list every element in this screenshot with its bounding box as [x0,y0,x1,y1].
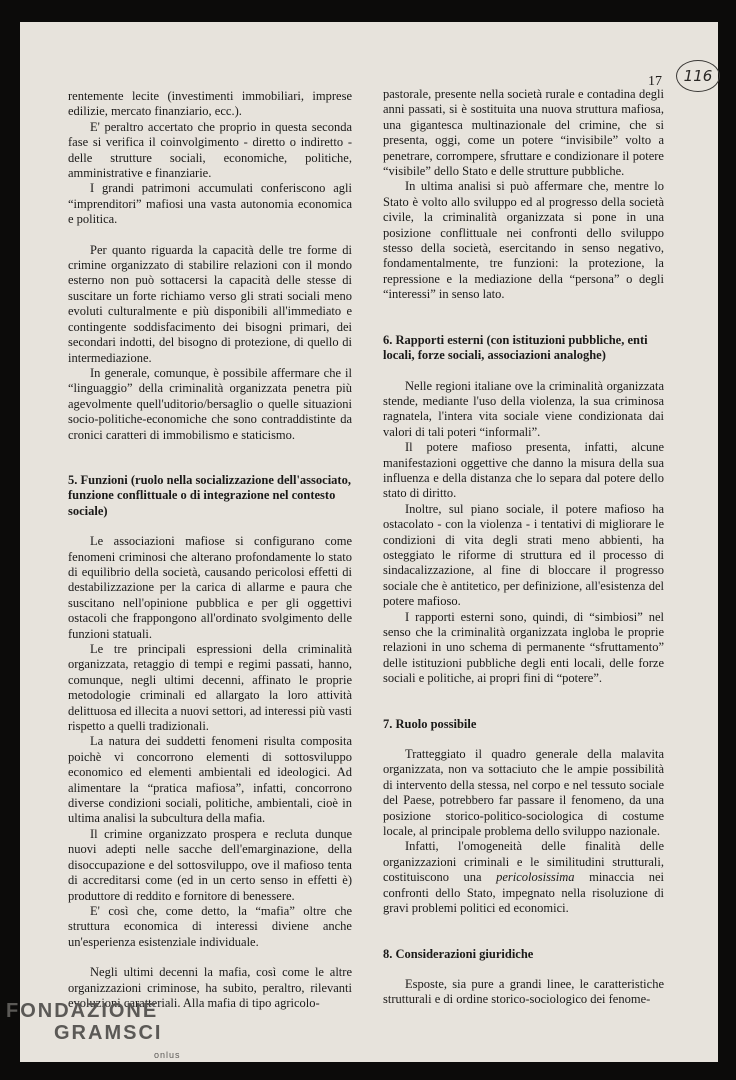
page-number: 17 [648,74,662,89]
paragraph: Tratteggiato il quadro generale della malavita organizzata, non va sottaciuto che le ampie possibilità di intervento della stessa, nel corpo e nel tessuto sociale del Paese, potrebbero far passare il fenomeno, da una posizione storico-politico-sociologica di costume locale, al principale problema dello sviluppo nazionale. [383,747,664,839]
paragraph: La natura dei suddetti fenomeni risulta composita poichè vi concorrono elementi di sottosviluppo economico ed elementi ambientali ed ideologici. Ad alimentare la “pratica mafiosa”, infatti, concorrono diverse condizioni sociali, politiche, ambientali, cioè in ultima analisi la subcultura della mafia. [68,734,352,826]
paragraph: rentemente lecite (investimenti immobiliari, imprese edilizie, mercato finanziario, ecc.). [68,89,352,119]
watermark-line-2: GRAMSCI [54,1022,163,1044]
paragraph: Le associazioni mafiose si configurano come fenomeni criminosi che alterano profondamente lo stato di equilibrio della società, causando pericolosi effetti di destabilizzazione per la carica di allarme e paura che suscitano nell'opinione pubblica e per gli oggettivi ostacoli che frappongono all'ordinato svolgimento delle funzioni statuali. [68,534,352,641]
paragraph: Il crimine organizzato prospera e recluta dunque nuovi adepti nelle sacche dell'emarginazione, della disoccupazione e del sottosviluppo, ove il mafioso tenta di accreditarsi come (ed in un certo senso in effetti è) produttore di reddito e fornitore di benessere. [68,826,352,903]
section-heading-5: 5. Funzioni (ruolo nella socializzazione dell'associato, funzione conflittuale o di integrazione nel contesto sociale) [68,472,351,518]
paragraph: Le tre principali espressioni della criminalità organizzata, retaggio di tempi e regimi passati, hanno, comunque, negli ultimi decenni, affinato le proprie metodologie criminali ed allargato la loro attività delittuosa ed illecita a nuovi settori, ad interessi più vasti rispetto a quelli tradizionali. [68,642,352,734]
text-run: Infatti, l'omogeneità delle finalità delle organizzazioni criminali e le similitudini strutturali, costituiscono una [383,839,664,885]
left-column [68,89,352,1011]
paragraph: Il potere mafioso presenta, infatti, alcune manifestazioni oggettive che danno la misura della sua influenza e della distanza che lo separa dal potere dello stato di diritto. [383,440,664,501]
paragraph: E' peraltro accertato che proprio in questa seconda fase si verifica il coinvolgimento - diretto o indiretto - delle strutture sociali, economiche, politiche, amministrative e finanziarie. [68,119,352,181]
paragraph: In generale, comunque, è possibile affermare che il “linguaggio” della criminalità organizzata penetra più agevolmente quell'uditorio/bersaglio o quelle situazioni socio-politiche-economiche che sono contraddistinte da cronici caratteri di immobilismo e staticismo. [68,365,352,442]
right-column [383,87,664,1008]
paragraph: Inoltre, sul piano sociale, il potere mafioso ha ostacolato - con la violenza - i tentativi di migliorare le condizioni di vita degli strati meno abbienti, ha osteggiato le riforme di struttura ed il processo di sindacalizzazione, al fine di bloccare il progresso sociale che è antitetico, per definizione, all'esistenza del potere mafioso. [383,501,664,609]
paragraph: In ultima analisi si può affermare che, mentre lo Stato è volto allo sviluppo ed al progresso della società civile, la criminalità organizzata si pone in una posizione conflittuale nei confronti dello sviluppo stesso della società, esercitando in senso negativo, fondamentalmente, tre funzioni: la protezione, la repressione e la mediazione della “persona” o degli “interessi” in senso lato. [383,179,664,302]
paragraph: Negli ultimi decenni la mafia, così come le altre organizzazioni criminose, ha subito, peraltro, rilevanti evoluzioni caratteriali. Alla mafia di tipo agricolo- [68,965,352,1010]
watermark-line-1: FONDAZIONE [6,1000,159,1022]
section-heading-6: 6. Rapporti esterni (con istituzioni pubbliche, enti locali, forze sociali, associazioni analoghe) [383,332,648,363]
paragraph [383,839,664,916]
paragraph: Nelle regioni italiane ove la criminalità organizzata stende, mediante l'uso della violenza, la sua criminosa ragnatela, l'intera vita sociale viene condizionata dai valori di tali poteri “informali”. [383,378,664,439]
section-heading-8: 8. Considerazioni giuridiche [383,946,534,961]
emphasis: pericolosissima [496,870,575,885]
paragraph: pastorale, presente nella società rurale e contadina degli anni passati, si è sostituita una nuova struttura mafiosa, una gigantesca multinazionale del crimine, che si presenta, oggi, come un potere “invisibile” volto a penetrare, corrompere, sfruttare e condizionare il potere “visibile” dello Stato e delle strutture pubbliche. [383,87,664,179]
paragraph: Per quanto riguarda la capacità delle tre forme di crimine organizzato di stabilire relazioni con il mondo esterno non può sottacersi la capacità delle stesse di suscitare un forte richiamo verso gli strati sociali meno evoluti culturalmente e più disponibili all'immediato e contingente soddisfacimento dei bisogni primari, dei secondari indotti, del bisogno di protezione, di quello di intermediazione. [68,242,352,365]
watermark-line-3: onlus [154,1050,181,1060]
paragraph: I rapporti esterni sono, quindi, di “simbiosi” nel senso che la criminalità organizzata ingloba le proprie relazioni in uno schema di permanente “sfruttamento” delle istituzioni pubbliche degli enti locali, delle forze sociali e politiche, ai propri fini di “potere”. [383,609,664,686]
fondazione-gramsci-watermark [6,1000,181,1060]
text-run: minaccia nei confronti dello Stato, impegnato nella risoluzione di gravi problemi politici ed economici. [383,870,664,916]
paragraph: E' così che, come detto, la “mafia” oltre che struttura economica di interessi diviene anche un'esperienza esistenziale individuale. [68,903,352,949]
paragraph: Esposte, sia pure a grandi linee, le caratteristiche strutturali e di ordine storico-sociologico dei fenome- [383,976,664,1007]
paragraph: I grandi patrimoni accumulati conferiscono agli “imprenditori” mafiosi una vasta autonomia economica e politica. [68,181,352,227]
archive-number-stamp: 116 [676,60,720,92]
section-heading-7: 7. Ruolo possibile [383,716,477,731]
